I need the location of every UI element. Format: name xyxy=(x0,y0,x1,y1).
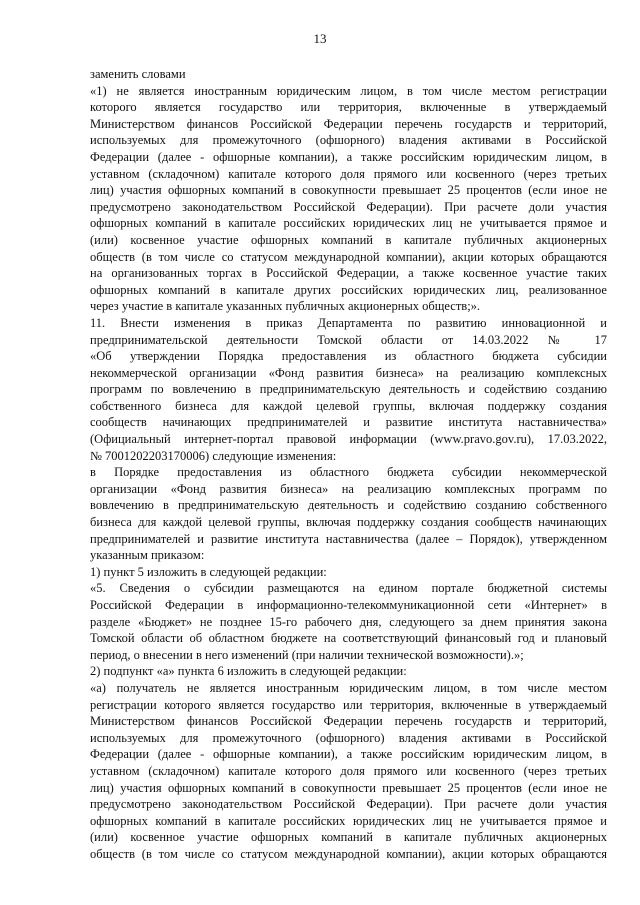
text-line: офшорных компаний в капитале российских юридических лиц не учитывается прямое и xyxy=(90,216,607,231)
text-line: лиц) участия офшорных компаний в совокупности превышает 25 процентов (если иное не xyxy=(90,183,607,198)
paragraph xyxy=(90,564,607,581)
text-line: уставном (складочном) капитале которого доля прямого или косвенного (через третьих xyxy=(90,763,607,778)
text-line: «5. Сведения о субсидии размещаются на едином портале бюджетной системы xyxy=(90,581,607,596)
paragraph xyxy=(90,66,607,83)
text-line: (Официальный интернет-портал правовой информации (www.pravo.gov.ru), 17.03.2022, xyxy=(90,432,607,447)
text-line: Министерством финансов Российской Федерации перечень государств и территорий, xyxy=(90,714,607,729)
text-line: предпринимателей и развитие института наставничества (далее – Порядок), утвержденном xyxy=(90,531,607,546)
paragraph xyxy=(90,315,607,464)
text-line: Российской Федерации в информационно-телекоммуникационной сети «Интернет» в xyxy=(90,598,607,612)
text-line: предусмотрено законодательством Российской Федерации). При расчете доли участия xyxy=(90,199,607,214)
text-line: предусмотрено законодательством Российской Федерации). При расчете доли участия xyxy=(90,797,607,812)
text-line: в Порядке предоставления из областного бюджета субсидии некоммерческой xyxy=(90,465,607,480)
text-line: вовлечению в предпринимательскую деятельность и содействию созданию собственного xyxy=(90,498,607,513)
text-line: регистрации которого является государство или территория, включенные в утверждаемый xyxy=(90,697,607,712)
text-line: Томской области об областном бюджете на соответствующий финансовый год и плановый xyxy=(90,631,607,646)
text-line: сообществ начинающих предпринимателей и развитие института наставничества» xyxy=(90,415,607,430)
text-line: Министерством финансов Российской Федерации перечень государств и территорий, xyxy=(90,116,607,131)
text-line: на организованных торгах в Российской Федерации, а также косвенное участие таких xyxy=(90,266,607,281)
text-line: Федерации (далее - офшорные компании), а также российским юридическим лицом, в xyxy=(90,747,607,762)
text-line: уставном (складочном) капитале которого доля прямого или косвенного (через третьих xyxy=(90,166,607,181)
text-line: «а) получатель не является иностранным юридическим лицом, в том числе местом xyxy=(90,680,607,695)
text-line: предпринимательской деятельности Томской области от 14.03.2022 № 17 xyxy=(90,332,607,347)
text-line: обществ (в том числе со статусом международной компании), акции которых обращаются xyxy=(90,249,607,264)
document-body xyxy=(90,66,607,863)
text-line: «1) не является иностранным юридическим лицом, в том числе местом регистрации xyxy=(90,83,607,98)
text-line: (или) косвенное участие офшорных компаний в капитале публичных акционерных xyxy=(90,830,607,845)
paragraph xyxy=(90,680,607,863)
text-line: бизнеса для каждой целевой группы, включая поддержку создания сообществ начинающих xyxy=(90,515,607,530)
text-line: 11. Внести изменения в приказ Департамента по развитию инновационной и xyxy=(90,315,607,330)
text-line: Федерации (далее - офшорные компании), а также российским юридическим лицом, в xyxy=(90,149,607,164)
text-line: офшорных компаний в капитале российских юридических лиц не учитывается прямое и xyxy=(90,813,607,828)
paragraph xyxy=(90,83,607,315)
text-line: разделе «Бюджет» не позднее 15-го рабочего дня, следующего за днем принятия закона xyxy=(90,614,607,629)
text-line: 1) пункт 5 изложить в следующей редакции: xyxy=(90,564,327,579)
text-line: период, о внесении в него изменений (при наличии технической возможности).»; xyxy=(90,647,524,662)
text-line: некоммерческой организации «Фонд развития бизнеса» на реализацию комплексных xyxy=(90,365,607,380)
text-line: организации «Фонд развития бизнеса» на реализацию комплексных программ по xyxy=(90,481,607,496)
text-line: 2) подпункт «а» пункта 6 изложить в следующей редакции: xyxy=(90,664,407,679)
paragraph xyxy=(90,580,607,663)
paragraph xyxy=(90,663,607,680)
text-line: используемых для промежуточного (офшорного) владения активами в Российской xyxy=(90,133,607,148)
text-line: через участие в капитале указанных публичных акционерных обществ;». xyxy=(90,299,481,314)
text-line: указанным приказом: xyxy=(90,548,205,563)
text-line: заменить словами xyxy=(90,67,186,81)
text-line: офшорных компаний в капитале других российских юридических лиц, реализованное xyxy=(90,282,607,297)
text-line: используемых для промежуточного (офшорного) владения активами в Российской xyxy=(90,730,607,745)
text-line: обществ (в том числе со статусом международной компании), акции которых обращаются xyxy=(90,846,607,861)
text-line: которого является государство или территория, включенные в утверждаемый xyxy=(90,100,607,115)
text-line: (или) косвенное участие офшорных компаний в капитале публичных акционерных xyxy=(90,232,607,247)
paragraph xyxy=(90,464,607,564)
text-line: лиц) участия офшорных компаний в совокупности превышает 25 процентов (если иное не xyxy=(90,780,607,795)
text-line: № 7001202203170006) следующие изменения: xyxy=(90,448,337,463)
text-line: «Об утверждении Порядка предоставления из областного бюджета субсидии xyxy=(90,349,607,364)
text-line: собственного бизнеса для каждой целевой группы, включая поддержку создания xyxy=(90,398,607,413)
text-line: программ по вовлечению в предпринимательскую деятельность и содействию созданию xyxy=(90,382,607,397)
page-number: 13 xyxy=(313,31,327,46)
